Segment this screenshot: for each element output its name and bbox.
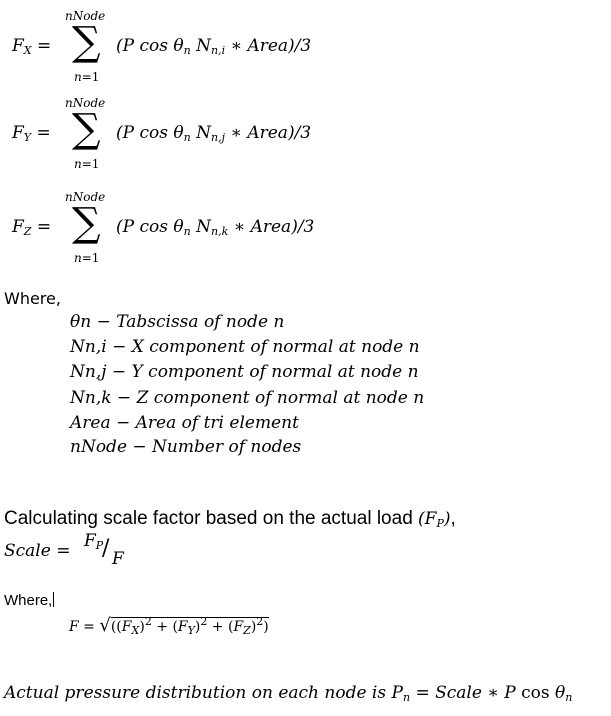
eq-fx-lhs: $F_X$ = — [12, 36, 52, 57]
final-pressure-statement: Actual pressure distribution on each node is $P_n$ = Scale ∗ P $\cos \theta_n$ — [4, 683, 573, 704]
definition-theta: θn − Tabscissa of node n — [70, 312, 285, 332]
where-label-1: Where, — [4, 289, 61, 308]
scale-numerator: $F_P$ — [84, 531, 104, 552]
where-label-2: Where, — [4, 592, 53, 609]
eq-fy-sum-lower: n=1 — [74, 157, 100, 171]
eq-fy-sum-symbol: ∑ — [72, 106, 101, 152]
scale-equation: Scale = — [4, 541, 71, 561]
eq-fz-sum-lower: n=1 — [74, 251, 100, 265]
eq-fz-term: (P $\cos \theta_n$ $N_{n,k}$ ∗ Area)/3 — [116, 217, 315, 238]
eq-fx-sum-symbol: ∑ — [72, 19, 101, 65]
definition-nnj: Nn,j − Y component of normal at node n — [70, 362, 419, 382]
eq-fx-term: (P $\cos \theta_n$ $N_{n,i}$ ∗ Area)/3 — [116, 36, 312, 57]
calc-scale-text: Calculating scale factor based on the actual load $(F_P)$, — [4, 508, 456, 530]
eq-fy-sum-upper: nNode — [65, 96, 106, 110]
definition-nnk: Nn,k − Z component of normal at node n — [70, 388, 425, 408]
eq-fz-lhs: $F_Z$ = — [12, 217, 52, 238]
scale-slash: / — [102, 536, 110, 561]
eq-fz-sum-symbol: ∑ — [72, 200, 101, 246]
definition-nnode: nNode − Number of nodes — [70, 437, 302, 457]
definition-area: Area − Area of tri element — [70, 413, 299, 433]
eq-fz-sum-upper: nNode — [65, 190, 106, 204]
scale-denominator: F — [112, 549, 124, 569]
text-cursor — [53, 592, 54, 607]
eq-fy-lhs: $F_Y$ = — [12, 123, 51, 144]
eq-fx-sum-upper: nNode — [65, 9, 106, 23]
eq-fy-term: (P $\cos \theta_n$ $N_{n,j}$ ∗ Area)/3 — [116, 123, 312, 144]
definition-nni: Nn,i − X component of normal at node n — [70, 337, 420, 357]
magnitude-equation: $F = √((F_X)^2 + (F_Y)^2 + (F_Z)^2)$ — [69, 615, 269, 637]
eq-fx-sum-lower: n=1 — [74, 70, 100, 84]
